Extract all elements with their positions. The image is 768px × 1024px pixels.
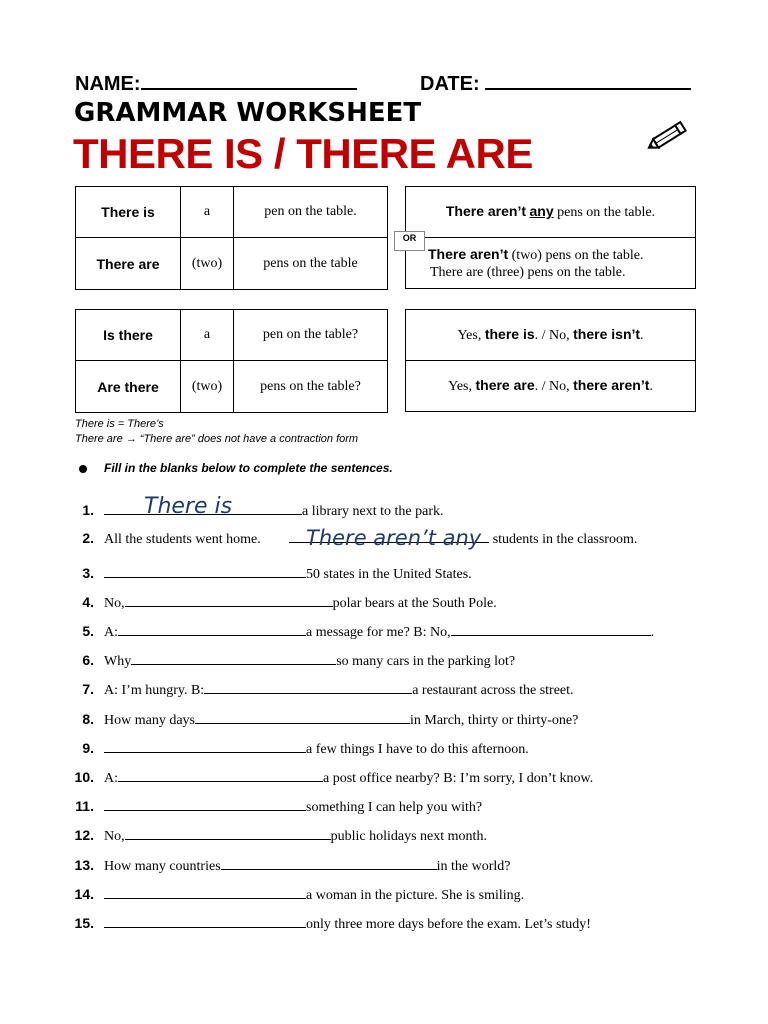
exercise-sentence <box>104 740 529 758</box>
date-label-row <box>420 72 691 96</box>
quantity-cell: a <box>181 187 234 238</box>
answer-bold: there aren’t <box>573 377 650 393</box>
negative-any-bold: any <box>529 203 554 219</box>
question-table <box>75 309 388 413</box>
name-label-row <box>75 72 357 96</box>
exercise-prefix: No, <box>104 829 125 844</box>
negative-alt-line: There are (three) pens on the table. <box>430 265 626 280</box>
table-row <box>406 361 695 411</box>
table-row <box>406 187 695 238</box>
phrase-cell: pens on the table <box>234 238 388 290</box>
handwritten-answer: There is <box>144 494 233 519</box>
phrase-cell: pen on the table? <box>234 310 388 361</box>
answer-text: . / No, <box>534 379 574 394</box>
answer-blank[interactable] <box>131 652 336 665</box>
exercise-prefix: How many countries <box>104 859 221 874</box>
answer-blank[interactable] <box>104 798 306 811</box>
exercise-number: 11. <box>75 798 94 814</box>
exercise-suffix: public holidays next month. <box>330 829 487 844</box>
exercise-number: 6. <box>82 652 94 668</box>
exercise-sentence <box>104 915 591 933</box>
exercise-sentence <box>104 594 497 612</box>
exercise-number: 2. <box>82 530 94 546</box>
exercise-prefix: Why <box>104 654 132 669</box>
exercise-number: 14. <box>74 886 94 902</box>
exercise-sentence <box>104 769 593 787</box>
answer-blank[interactable] <box>204 681 412 694</box>
negative-phrase-bold: There aren’t <box>445 203 527 219</box>
subject-cell: There is <box>76 187 181 238</box>
exercise-suffix: in March, thirty or thirty-one? <box>410 713 579 728</box>
subject-cell: There are <box>76 238 181 290</box>
quantity-cell: (two) <box>181 361 234 413</box>
exercise-suffix: polar bears at the South Pole. <box>332 596 497 611</box>
worksheet-title: THERE IS / THERE ARE <box>73 130 533 177</box>
exercise-suffix: something I can help you with? <box>306 800 483 815</box>
contraction-note: There are → “There are” does not have a contraction form <box>75 433 359 445</box>
answer-blank[interactable] <box>221 857 437 870</box>
pencil-icon <box>642 116 690 158</box>
instruction-text: Fill in the blanks below to complete the sentences. <box>104 461 393 475</box>
answer-text: . / No, <box>534 328 574 343</box>
exercise-number: 8. <box>82 711 94 727</box>
exercise-prefix: All the students went home. <box>104 532 261 547</box>
answer-bold: there isn’t <box>573 326 641 342</box>
exercise-suffix: so many cars in the parking lot? <box>336 654 516 669</box>
exercise-suffix: a message for me? B: No, <box>306 625 451 640</box>
answer-text: . <box>640 328 644 343</box>
answer-bold: there are <box>475 377 535 393</box>
negative-table <box>405 186 696 289</box>
subject-cell: Are there <box>76 361 181 413</box>
table-row <box>76 187 388 238</box>
exercise-sentence <box>104 798 482 816</box>
exercise-number: 1. <box>82 502 94 518</box>
exercise-prefix: No, <box>104 596 125 611</box>
exercise-suffix: a restaurant across the street. <box>412 683 574 698</box>
answer-blank[interactable] <box>118 769 323 782</box>
answer-blank[interactable] <box>104 915 306 928</box>
or-label: OR <box>394 231 425 251</box>
exercise-suffix: a library next to the park. <box>302 504 444 519</box>
exercise-sentence <box>104 652 515 670</box>
exercise-number: 5. <box>82 623 94 639</box>
answer-text: Yes, <box>457 328 485 343</box>
exercise-prefix: A: I’m hungry. B: <box>104 683 205 698</box>
exercise-number: 9. <box>82 740 94 756</box>
bullet-icon <box>79 465 87 473</box>
exercise-prefix: A: <box>104 625 118 640</box>
exercise-suffix: 50 states in the United States. <box>306 567 472 582</box>
handwritten-answer: There aren’t any <box>306 526 482 550</box>
date-label: DATE: <box>420 73 480 95</box>
answer-text: Yes, <box>448 379 476 394</box>
exercise-sentence <box>104 711 578 729</box>
exercise-prefix: A: <box>104 771 118 786</box>
negative-phrase-bold: There aren’t <box>428 246 509 262</box>
affirmative-table <box>75 186 388 290</box>
exercise-number: 7. <box>82 681 94 697</box>
negative-phrase-rest: pens on the table. <box>553 205 656 220</box>
table-row <box>76 361 388 413</box>
table-row <box>406 310 695 361</box>
table-row <box>406 238 695 288</box>
exercise-sentence <box>104 886 524 904</box>
exercise-suffix: a woman in the picture. She is smiling. <box>306 888 525 903</box>
exercise-number: 13. <box>74 857 94 873</box>
exercise-prefix: How many days <box>104 713 195 728</box>
table-row <box>76 310 388 361</box>
answer-table <box>405 309 696 412</box>
answer-bold: there is <box>484 326 535 342</box>
answer-blank[interactable] <box>104 886 306 899</box>
exercise-tail: . <box>650 625 655 640</box>
phrase-cell: pen on the table. <box>234 187 388 238</box>
answer-blank[interactable] <box>451 623 651 636</box>
phrase-cell: pens on the table? <box>234 361 388 413</box>
exercise-number: 4. <box>82 594 94 610</box>
name-field[interactable] <box>141 88 357 90</box>
exercise-number: 3. <box>82 565 94 581</box>
answer-blank[interactable] <box>195 711 410 724</box>
answer-blank[interactable] <box>104 740 306 753</box>
exercise-suffix: a post office nearby? B: I’m sorry, I don’t know. <box>323 771 594 786</box>
exercise-suffix: a few things I have to do this afternoon. <box>306 742 529 757</box>
quantity-cell: (two) <box>181 238 234 290</box>
exercise-suffix: in the world? <box>436 859 511 874</box>
exercise-sentence <box>104 827 487 845</box>
quantity-cell: a <box>181 310 234 361</box>
name-label: NAME: <box>75 73 141 95</box>
exercise-sentence <box>104 681 574 699</box>
exercise-number: 15. <box>74 915 94 931</box>
answer-blank[interactable] <box>125 594 333 607</box>
exercise-number: 10. <box>74 769 94 785</box>
answer-blank[interactable] <box>125 827 331 840</box>
exercise-sentence <box>104 857 511 875</box>
answer-text: . <box>649 379 653 394</box>
answer-blank[interactable] <box>104 565 306 578</box>
answer-blank[interactable] <box>118 623 306 636</box>
negative-phrase-rest: (two) pens on the table. <box>508 248 644 263</box>
table-row <box>76 238 388 290</box>
exercise-sentence <box>104 623 654 641</box>
worksheet-subtitle: GRAMMAR WORKSHEET <box>74 98 422 128</box>
exercise-sentence <box>104 565 472 583</box>
contraction-note: There is = There’s <box>75 418 164 430</box>
subject-cell: Is there <box>76 310 181 361</box>
exercise-number: 12. <box>74 827 94 843</box>
exercise-suffix: only three more days before the exam. Let’s study! <box>306 917 591 932</box>
exercise-suffix: students in the classroom. <box>492 532 638 547</box>
date-field[interactable] <box>485 88 691 90</box>
